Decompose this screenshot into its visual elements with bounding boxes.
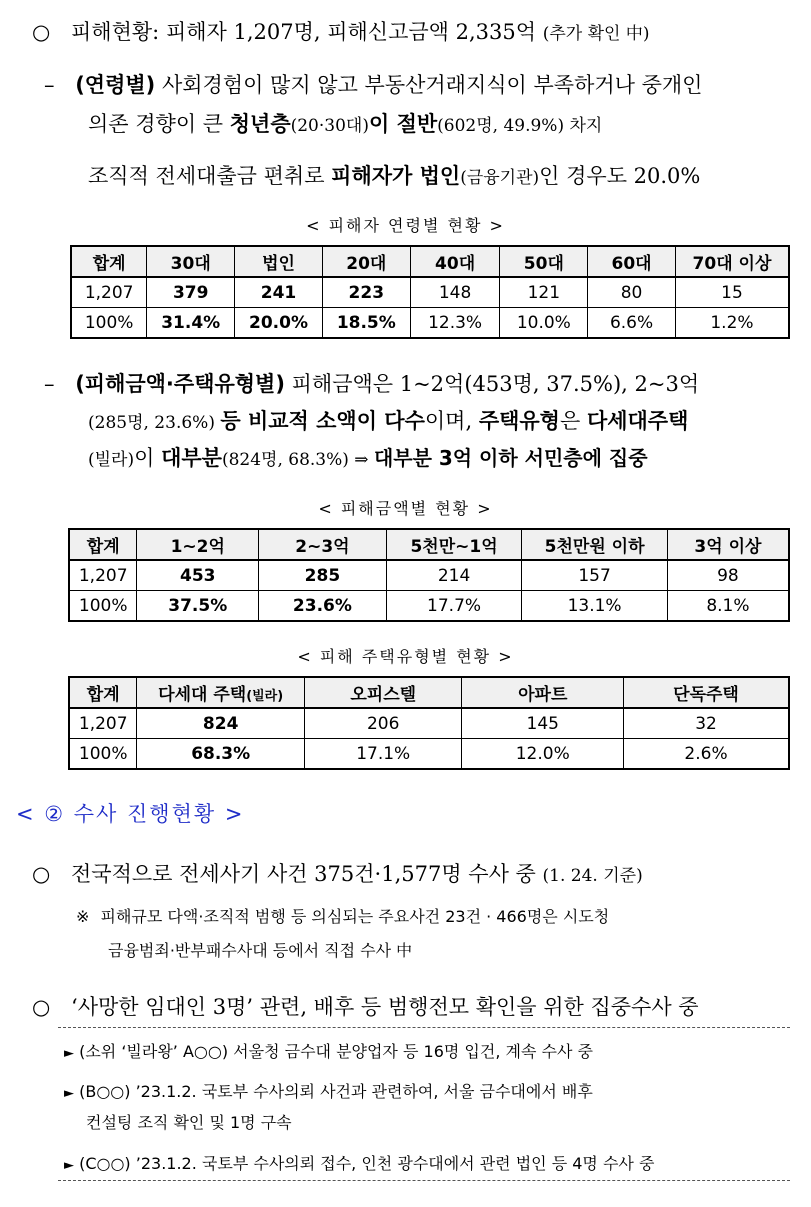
victims-note: (추가 확인 中) [542,24,650,44]
age-line2-text: 의존 경향이 큰 [88,112,230,136]
amount-line2-text: 은 [559,409,587,433]
table-cell: 206 [304,708,462,739]
header-cell: 5천만원 이하 [522,529,668,560]
table-cell: 1,207 [71,277,147,308]
housing-table-caption: < 피해 주택유형별 현황 > [297,647,514,666]
header-cell: 합계 [71,246,147,277]
dash-marker: – [44,73,55,97]
bullet-circle: ○ [32,862,51,886]
header-cell [137,677,305,708]
list-item-text: (C○○) ’23.1.2. 국토부 수사의뢰 접수, 인천 광수대에서 관련 법인 등 4명 수사 중 [79,1154,655,1173]
table-cell: 68.3% [137,739,305,770]
list-item [64,1079,593,1102]
table-cell: 2.6% [624,739,789,770]
bullet-circle: ○ [32,995,51,1019]
header-cell: 합계 [69,529,137,560]
dash-marker: – [44,372,55,396]
corp-emphasis: 피해자가 법인 [331,164,461,188]
table-cell: 98 [667,560,789,591]
list-item-text: (B○○) ’23.1.2. 국토부 수사의뢰 사건과 관련하여, 서울 금수대에서 배후 [79,1082,593,1101]
corp-line-text: 조직적 전세대출금 편취로 [88,164,332,188]
table-row [71,277,789,308]
table-cell: 20.0% [235,308,323,339]
table-cell: 18.5% [322,308,410,339]
table-cell: 148 [410,277,500,308]
table-row [69,708,789,739]
table-cell: 17.1% [304,739,462,770]
multi-family-emphasis: 다세대주택 [586,409,689,433]
list-item-continuation: 컨설팅 조직 확인 및 1명 구속 [86,1113,292,1132]
victims-label: 피해현황: [71,20,160,44]
header-cell-sub: (빌라) [246,689,284,704]
table-cell: 100% [69,591,137,622]
table-cell: 145 [462,708,624,739]
bullet-circle: ○ [32,20,51,44]
amount-table-caption: < 피해금액별 현황 > [318,499,493,518]
table-cell: 37.5% [137,591,259,622]
age-line1-text: 사회경험이 많지 않고 부동산거래지식이 부족하거나 중개인 [161,73,703,97]
header-cell: 오피스텔 [304,677,462,708]
table-cell: 8.1% [667,591,789,622]
landlords-summary [32,991,699,1021]
reference-note-line2: 금융범죄·반부패수사대 등에서 직접 수사 中 [108,941,413,960]
majority-emphasis: 대부분 [161,446,222,470]
table-cell: 15 [675,277,789,308]
dashed-divider [58,1180,790,1181]
table-cell: 121 [500,277,588,308]
header-cell: 2~3억 [259,529,387,560]
age-table [70,245,790,339]
table-cell: 31.4% [147,308,235,339]
amount-line2-text: 이며, [424,409,479,433]
table-cell: 100% [71,308,147,339]
header-cell: 40대 [410,246,500,277]
list-item [64,1151,654,1174]
amount-line2-note: (285명, 23.6%) [88,413,221,433]
header-cell: 아파트 [462,677,624,708]
small-amount-emphasis: 등 비교적 소액이 다수 [220,409,425,433]
investigation-text: 전국적으로 전세사기 사건 375건·1,577명 수사 중 [71,862,536,886]
housing-type-emphasis: 주택유형 [478,409,560,433]
table-cell: 13.1% [522,591,668,622]
table-cell: 214 [386,560,522,591]
victims-text: 피해자 1,207명, 피해신고금액 2,335억 [165,20,537,44]
age-label: (연령별) [75,73,156,97]
table-cell: 6.6% [588,308,676,339]
header-cell: 3억 이상 [667,529,789,560]
header-cell: 법인 [235,246,323,277]
list-item-text: (소위 ‘빌라왕’ A○○) 서울청 금수대 분양업자 등 16명 입건, 계속 수사 중 [79,1042,593,1061]
table-cell: 285 [259,560,387,591]
header-cell: 30대 [147,246,235,277]
corp-note: (금융기관) [460,168,540,188]
amount-label: (피해금액·주택유형별) [75,372,285,396]
amount-point-line1 [44,368,699,398]
reference-note-line1 [76,904,609,927]
table-row [69,739,789,770]
landlords-text: ‘사망한 임대인 3명’ 관련, 배후 등 범행전모 확인을 위한 집중수사 중 [71,995,699,1019]
list-item [64,1039,593,1062]
amount-line1-text: 피해금액은 1~2억(453명, 37.5%), 2~3억 [291,372,700,396]
header-cell: 70대 이상 [675,246,789,277]
victims-summary [32,16,649,46]
amount-line3-text: 이 [134,446,162,470]
table-header-row [69,529,789,560]
investigation-summary [32,858,643,888]
table-cell: 379 [147,277,235,308]
header-cell-main: 다세대 주택 [158,685,247,705]
age-point-line1 [44,69,702,99]
table-cell: 12.0% [462,739,624,770]
table-header-row [71,246,789,277]
youth-share: (602명, 49.9%) 차지 [437,116,603,136]
header-cell: 합계 [69,677,137,708]
header-cell: 1~2억 [137,529,259,560]
amount-table [68,528,790,622]
villa-note: (빌라) [88,450,135,470]
table-header-row [69,677,789,708]
table-cell: 223 [322,277,410,308]
amount-point-line2 [88,405,688,435]
dashed-divider [58,1027,790,1028]
triangle-marker-icon: ► [64,1086,74,1101]
table-row [69,591,789,622]
table-row [71,308,789,339]
header-cell: 50대 [500,246,588,277]
half-emphasis: 이 절반 [368,112,438,136]
majority-share: (824명, 68.3%) ⇒ [221,450,374,470]
header-cell: 20대 [322,246,410,277]
table-cell: 32 [624,708,789,739]
age-point-line2 [88,108,602,138]
table-cell: 1,207 [69,708,137,739]
youth-emphasis: 청년층 [229,112,291,136]
table-cell: 1.2% [675,308,789,339]
housing-table [68,676,790,770]
age-point-line3 [88,160,700,190]
header-cell: 단독주택 [624,677,789,708]
age-table-caption: < 피해자 연령별 현황 > [306,216,505,235]
table-cell: 241 [235,277,323,308]
conclusion-emphasis: 대부분 3억 이하 서민층에 집중 [373,446,648,470]
youth-ages: (20·30대) [290,116,369,136]
section-heading: < ② 수사 진행현황 > [16,802,245,826]
header-cell: 5천만~1억 [386,529,522,560]
table-row [69,560,789,591]
triangle-marker-icon: ► [64,1158,74,1173]
table-cell: 10.0% [500,308,588,339]
triangle-marker-icon: ► [64,1046,74,1061]
table-cell: 824 [137,708,305,739]
amount-point-line3 [88,442,648,472]
table-cell: 453 [137,560,259,591]
corp-share: 인 경우도 20.0% [539,164,701,188]
reference-mark: ※ [76,907,90,926]
table-cell: 80 [588,277,676,308]
table-cell: 12.3% [410,308,500,339]
table-cell: 23.6% [259,591,387,622]
table-cell: 1,207 [69,560,137,591]
table-cell: 100% [69,739,137,770]
reference-text: 피해규모 다액·조직적 범행 등 의심되는 주요사건 23건 · 466명은 시도청 [100,907,610,926]
investigation-note: (1. 24. 기준) [542,866,643,886]
table-cell: 157 [522,560,668,591]
header-cell: 60대 [588,246,676,277]
table-cell: 17.7% [386,591,522,622]
